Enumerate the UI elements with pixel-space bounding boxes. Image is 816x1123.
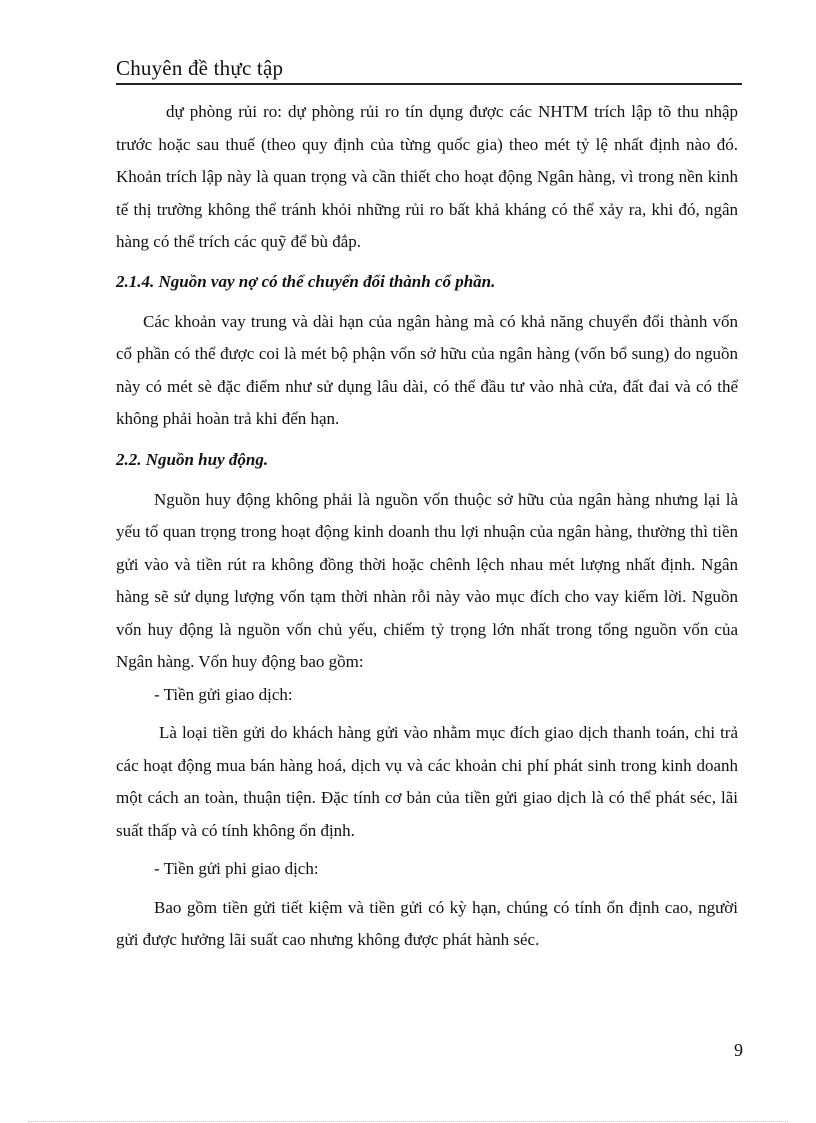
- paragraph-convertible-debt: Các khoản vay trung và dài hạn của ngân hàng mà có khả năng chuyển đổi thành vốn cổ phần có thể được coi là mét bộ phận vốn sở hữu của ngân hàng (vốn bổ sung) do nguồn này có mét sè đặc điểm như sử dụng lâu dài, có thể đầu tư vào nhà cửa, đất đai và có thể không phải hoàn trả khi đến hạn.: [116, 311, 738, 428]
- heading-2-1-4: 2.1.4. Nguồn vay nợ có thể chuyển đổi thành cổ phần.: [116, 271, 496, 291]
- paragraph-non-transaction-deposits: Bao gồm tiền gửi tiết kiệm và tiền gửi có kỳ hạn, chúng có tính ổn định cao, người gửi được hưởng lãi suất cao nhưng không được phát hành séc.: [116, 897, 738, 949]
- bullet-transaction-deposits: - Tiền gửi giao dịch:: [154, 684, 293, 704]
- page-number: 9: [734, 1040, 743, 1060]
- paragraph-mobilized-funds: Nguồn huy động không phải là nguồn vốn thuộc sở hữu của ngân hàng nhưng lại là yếu tố quan trọng trong hoạt động kinh doanh thu lợi nhuận của ngân hàng, thường thì tiền gửi vào và tiền rút ra không đồng thời hoặc chênh lệch nhau mét lượng nhất định. Ngân hàng sẽ sử dụng lượng vốn tạm thời nhàn rỗi này vào mục đích cho vay kiếm lời. Nguồn vốn huy động là nguồn vốn chủ yếu, chiếm tỷ trọng lớn nhất trong tổng nguồn vốn của Ngân hàng. Vốn huy động bao gồm:: [116, 489, 738, 671]
- page-bottom-border: [28, 1121, 788, 1122]
- header-rule: [116, 83, 742, 85]
- paragraph-reserve: dự phòng rủi ro: dự phòng rủi ro tín dụng được các NHTM trích lập tõ thu nhập trước hoặc sau thuế (theo quy định của từng quốc gia) theo mét tỷ lệ nhất định nào đó. Khoản trích lập này là quan trọng và cần thiết cho hoạt động Ngân hàng, vì trong nền kinh tế thị trường không thể tránh khỏi những rủi ro bất khả kháng có thể xảy ra, khi đó, ngân hàng có thể trích các quỹ để bù đắp.: [116, 102, 738, 251]
- running-header-title: Chuyên đề thực tập: [116, 56, 284, 80]
- heading-2-2: 2.2. Nguồn huy động.: [116, 449, 269, 469]
- paragraph-transaction-deposits: Là loại tiền gửi do khách hàng gửi vào nhằm mục đích giao dịch thanh toán, chi trả các hoạt động mua bán hàng hoá, dịch vụ và các khoản chi phí phát sinh trong kinh doanh một cách an toàn, thuận tiện. Đặc tính cơ bản của tiền gửi giao dịch là có thể phát séc, lãi suất thấp và có tính không ổn định.: [116, 723, 738, 840]
- document-body: [116, 96, 738, 957]
- bullet-non-transaction-deposits: - Tiền gửi phi giao dịch:: [154, 859, 319, 878]
